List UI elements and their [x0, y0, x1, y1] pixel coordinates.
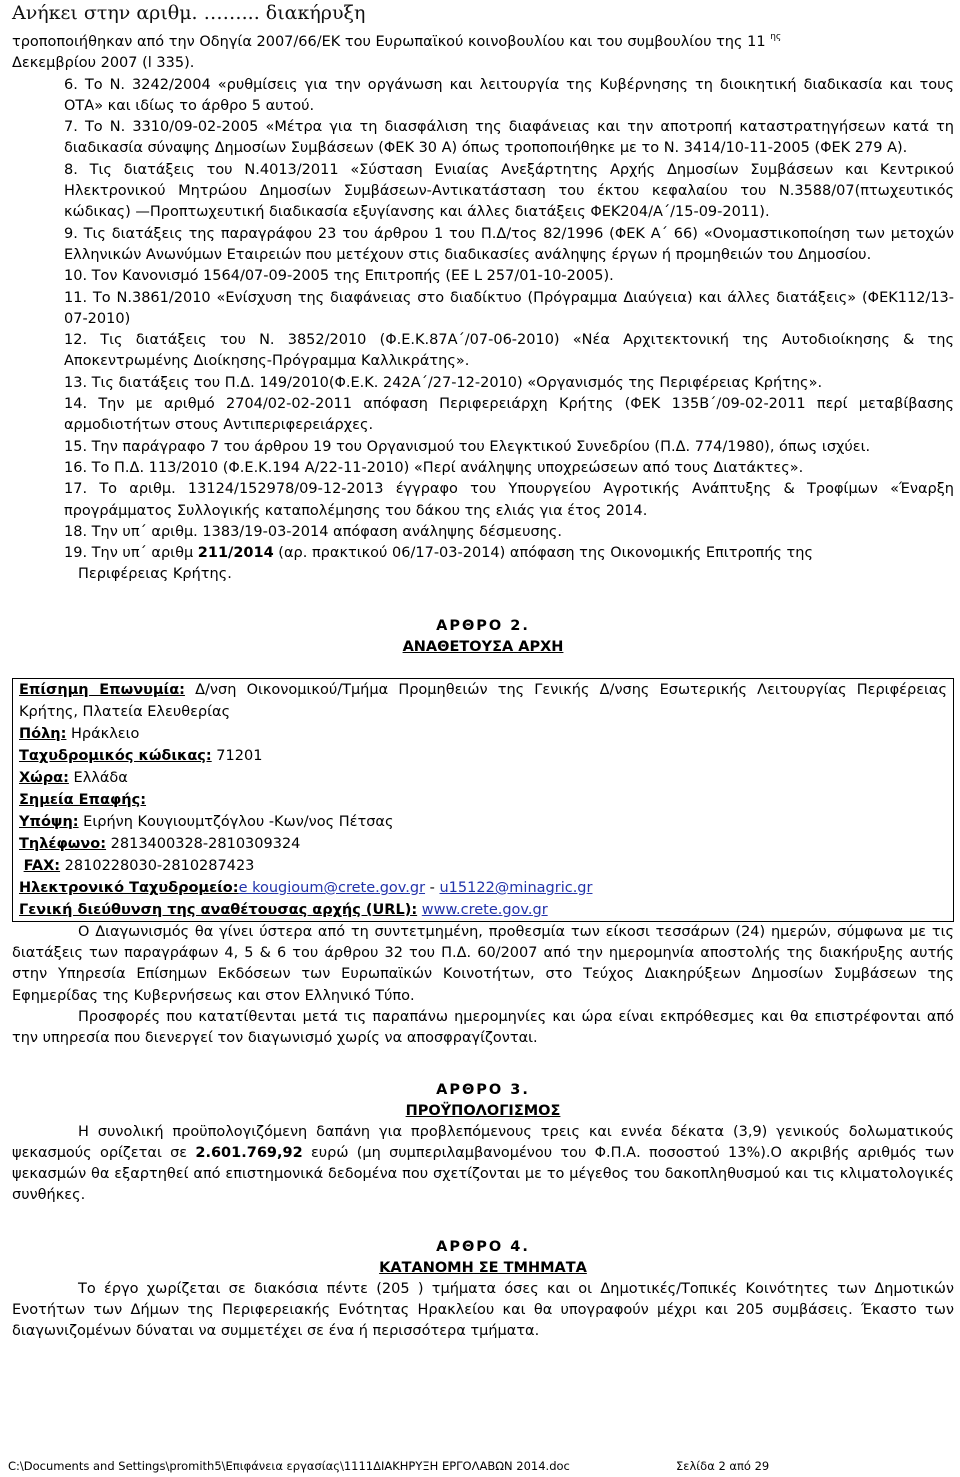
document-footer [8, 1459, 948, 1473]
article-2-heading: ΑΝΑΘΕΤΟΥΣΑ ΑΡΧΗ [402, 638, 564, 655]
file-path: C:\Documents and Settings\promith5\Επιφάνεια εργασίας\1111ΔΙΑΚΗΡΥΞΗ ΕΡΓΟΛΑΒΩΝ 2014.doc [8, 1459, 570, 1473]
website-link[interactable]: www.crete.gov.gr [421, 901, 548, 918]
article-2-title: ΑΡΘΡΟ 2. [436, 617, 530, 634]
list-item-19: 19. Την υπ΄ αριθμ 211/2014 (αρ. πρακτικού 06/17-03-2014) απόφαση της Οικονομικής Επιτροπής της Περιφέρειας Κρήτης. [64, 545, 813, 583]
article-2-paragraph-1: Ο Διαγωνισμός θα γίνει ύστερα από τη συντετμημένη, προθεσμία των είκοσι τεσσάρων (24) ημερών, σύμφωνα με τις διατάξεις των παραγράφων 4, 5 & 6 του άρθρου 32 του Π.Δ. 60/2007 από την ημερομηνία αποστολής της διακήρυξης αυτής στην Υπηρεσία Επίσημων Εκδόσεων των Ευρωπαϊκών Κοινοτήτων, στο Τεύχος Διακηρύξεων Δημοσίων Συμβάσεων της Εφημερίδας της Κυβερνήσεως και στον Ελληνικό Τύπο. [12, 923, 954, 1004]
list-item: 17. Το αριθμ. 13124/152978/09-12-2013 έγγραφο του Υπουργείου Αγροτικής Ανάπτυξης & Τροφίμων «Έναρξη προγράμματος Συλλογικής καταπολέμησης του δάκου της ελιάς για έτος 2014. [64, 481, 954, 519]
list-item: 16. Το Π.Δ. 113/2010 (Φ.Ε.Κ.194 Α/22-11-2010) «Περί ανάληψης υποχρεώσεων από τους Διατάκτες». [64, 459, 804, 476]
article-4-heading: ΚΑΤΑΝΟΜΗ ΣΕ ΤΜΗΜΑΤΑ [379, 1259, 587, 1276]
intro-paragraph: τροποποιήθηκαν από την Οδηγία 2007/66/ΕΚ του Ευρωπαϊκού κοινοβουλίου και του συμβουλίου της 11 $^{\eta\varsigma}$ Δεκεμβρίου 2007 (l 335). [12, 32, 782, 72]
contracting-authority-box: Επίσημη Επωνυμία: Δ/νση Οικονομικού/Τμήμα Προμηθειών της Γενικής Δ/νσης Εσωτερικής Λειτουργίας Περιφέρειας Κρήτης, Πλατεία Ελευθερίας Πόλη: Ηράκλειο Ταχυδρομικός κώδικας: 71201 Χώρα: Ελλάδα Σημεία Επαφής: Υπόψη: Ειρήνη Κουγιουμτζόγλου -Κων/νος Πέτσας Τηλέφωνο: 2813400328-2810309324 FAX: 2810228030-2810287423 Ηλεκτρονικό Ταχυδρομείο:e kougioum@crete.gov.gr - u15122@minagric.gr Γενική διεύθυνση της αναθέτουσας αρχής (URL): www.crete.gov.gr [12, 678, 954, 922]
decision-number: 211/2014 [197, 545, 274, 562]
list-item: 13. Τις διατάξεις του Π.Δ. 149/2010(Φ.Ε.Κ. 242Α΄/27-12-2010) «Οργανισμός της Περιφέρειας Κρήτης». [64, 374, 823, 391]
article-3-paragraph: Η συνολική προϋπολογιζόμενη δαπάνη για προβλεπόμενους τρεις και εννέα δέκατα (3,9) γενικούς δολωματικούς ψεκασμούς ορίζεται σε 2.601.769,92 ευρώ (μη συμπεριλαμβανομένου του Φ.Π.Α. ποσοστού 13%).Ο ακριβής αριθμός των ψεκασμών θα εξαρτηθεί από επιστημονικά δεδομένα που σχετίζονται με το μέγεθος του δακοπληθυσμού και τις κλιματολογικές συνθήκες. [12, 1123, 954, 1204]
page-number: Σελίδα 2 από 29 [676, 1459, 770, 1473]
list-item: 14. Την με αριθμό 2704/02-02-2011 απόφαση Περιφερειάρχη Κρήτης (ΦΕΚ 135Β΄/09-02-2011 περί μεταβίβασης αρμοδιοτήτων στους Αντιπεριφερειάρχες. [64, 396, 954, 434]
article-3-heading: ΠΡΟΫΠΟΛΟΓΙΣΜΟΣ [405, 1102, 561, 1119]
article-4-title: ΑΡΘΡΟ 4. [436, 1238, 530, 1255]
article-3-title: ΑΡΘΡΟ 3. [436, 1081, 530, 1098]
list-item: 9. Τις διατάξεις της παραγράφου 23 του άρθρου 1 του Π.Δ/τος 82/1996 (ΦΕΚ Α΄ 66) «Ονομαστικοποίηση των μετοχών Ελληνικών Ανωνύμων Εταιρειών που μετέχουν στις διαδικασίες ανάληψης έργων ή προμηθειών του Δημοσίου. [64, 225, 954, 263]
article-4-paragraph: Το έργο χωρίζεται σε διακόσια πέντε (205 ) τμήματα όσες και οι Δημοτικές/Τοπικές Κοινότητες των Δημοτικών Ενοτήτων των Δήμων της Περιφερειακής Ενότητας Ηρακλείου και θα υπογραφούν μέχρι και 205 συμβάσεις. Έκαστο των διαγωνιζομένων δύναται να συμμετέχει σε ένα ή περισσότερα τμήματα. [12, 1280, 954, 1340]
list-item: 15. Την παράγραφο 7 του άρθρου 19 του Οργανισμού του Ελεγκτικού Συνεδρίου (Π.Δ. 774/1980), όπως ισχύει. [64, 438, 871, 455]
list-item: 8. Τις διατάξεις του Ν.4013/2011 «Σύσταση Ενιαίας Ανεξάρτητης Αρχής Δημοσίων Συμβάσεων και Κεντρικού Ηλεκτρονικού Μητρώου Δημοσίων Συμβάσεων-Αντικατάσταση του έκτου κεφαλαίου του Ν.3588/07(πτωχευτικός κώδικας) —Προπτωχευτική διαδικασία εξυγίανσης και άλλες διατάξεις ΦΕΚ204/Α΄/15-09-2011). [64, 161, 954, 221]
list-item: 11. Το Ν.3861/2010 «Ενίσχυση της διαφάνειας στο διαδίκτυο (Πρόγραμμα Διαύγεια) και άλλες διατάξεις» (ΦΕΚ112/13-07-2010) [64, 289, 954, 327]
email-link-1[interactable]: e kougioum@crete.gov.gr [238, 879, 426, 896]
list-item: 12. Τις διατάξεις του Ν. 3852/2010 (Φ.Ε.Κ.87Α΄/07-06-2010) «Νέα Αρχιτεκτονική της Αυτοδιοίκησης & της Αποκεντρωμένης Διοίκησης-Πρόγραμμα Καλλικράτης». [64, 332, 954, 370]
list-item: 6. Το Ν. 3242/2004 «ρυθμίσεις για την οργάνωση και λειτουργία της Κυβέρνησης τη διοικητική διαδικασία και τους ΟΤΑ» και ιδίως το άρθρο 5 αυτού. [64, 76, 954, 114]
list-item: 7. Το Ν. 3310/09-02-2005 «Μέτρα για τη διασφάλιση της διαφάνειας και την αποτροπή καταστρατηγήσεων κατά τη διαδικασία σύναψης Δημοσίων Συμβάσεων (ΦΕΚ 30 Α) όπως τροποποιήθηκε με το Ν. 3414/10-11-2005 (ΦΕΚ 279 Α). [64, 119, 954, 157]
list-item: 18. Την υπ΄ αριθμ. 1383/19-03-2014 απόφαση ανάληψης δέσμευσης. [64, 523, 563, 540]
document-header: Ανήκει στην αριθμ. ……... διακήρυξη [12, 2, 366, 24]
email-link-2[interactable]: u15122@minagric.gr [439, 879, 593, 896]
budget-amount: 2.601.769,92 [195, 1144, 303, 1161]
article-2-paragraph-2: Προσφορές που κατατίθενται μετά τις παραπάνω ημερομηνίες και ώρα είναι εκπρόθεσμες και θα επιστρέφονται από την υπηρεσία που διενεργεί τον διαγωνισμό χωρίς να αποσφραγίζονται. [12, 1008, 954, 1047]
document-page [12, 32, 954, 1343]
list-item: 10. Τον Κανονισμό 1564/07-09-2005 της Επιτροπής (ΕΕ L 257/01-10-2005). [64, 268, 614, 285]
